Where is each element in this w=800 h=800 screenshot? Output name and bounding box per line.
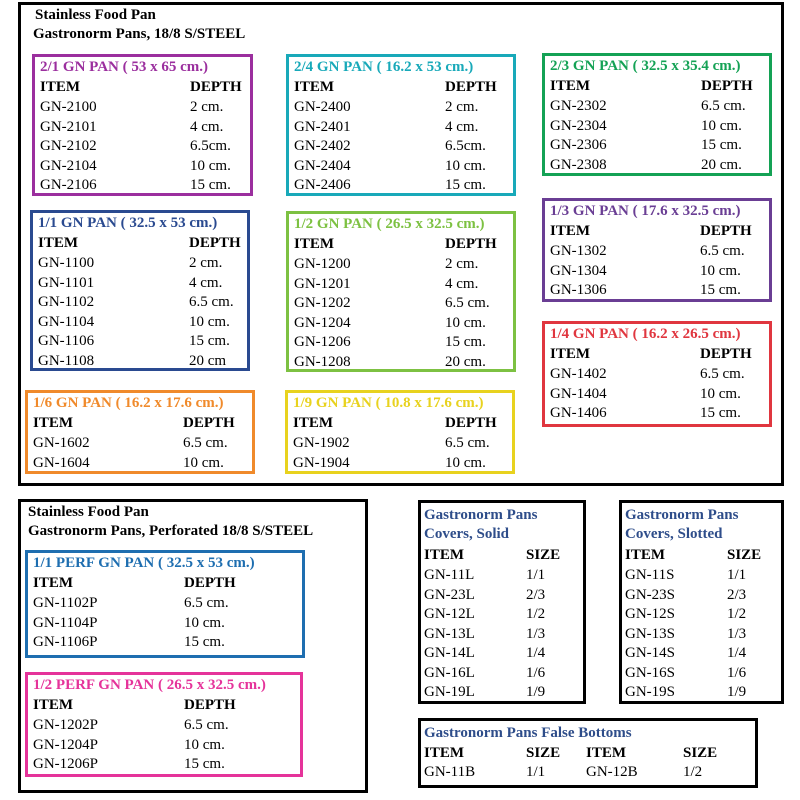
item-code: GN-1106 <box>38 333 95 349</box>
item-code: GN-1402 <box>550 366 607 382</box>
item-depth: 4 cm. <box>445 275 479 292</box>
item-depth: 15 cm. <box>700 282 741 298</box>
item-size: 1/1 <box>526 567 546 583</box>
false-bottoms-title: Gastronorm Pans False Bottoms <box>424 725 632 741</box>
section-subtitle: Gastronorm Pans, Perforated 18/8 S/STEEL <box>28 523 314 539</box>
item-size: 1/9 <box>727 684 747 700</box>
item-depth: 10 cm. <box>445 454 486 471</box>
item-depth: 15 cm. <box>184 634 225 650</box>
item-depth: 10 cm. <box>183 454 224 471</box>
pan-box-2-3 <box>542 53 772 176</box>
item-depth: 2 cm. <box>445 256 479 272</box>
item-code: GN-1101 <box>38 274 95 291</box>
item-code: GN-2101 <box>40 118 97 135</box>
item-code: GN-1102P <box>33 595 98 611</box>
pan-title: 1/3 GN PAN ( 17.6 x 32.5 cm.) <box>550 203 741 219</box>
item-size: 1/6 <box>727 664 747 681</box>
item-code: GN-1902 <box>293 435 350 451</box>
item-depth: 6.5 cm. <box>189 294 234 310</box>
pan-title: 1/9 GN PAN ( 10.8 x 17.6 cm.) <box>293 395 484 411</box>
pan-box-1-4 <box>542 321 772 427</box>
depth-column-header: DEPTH <box>445 236 497 252</box>
item-depth: 15 cm. <box>445 334 486 350</box>
item-depth: 2 cm. <box>189 255 223 271</box>
item-code: GN-2102 <box>40 138 97 154</box>
item-code: GN-1108 <box>38 352 95 369</box>
item-code: GN-23S <box>625 586 676 603</box>
item-code: GN-19L <box>424 684 475 700</box>
depth-column-header: DEPTH <box>700 223 752 239</box>
item-size: 2/3 <box>526 586 546 603</box>
item-depth: 15 cm. <box>700 405 741 421</box>
section-title: Stainless Food Pan <box>28 504 149 520</box>
item-code: GN-1406 <box>550 405 607 421</box>
item-code: GN-1404 <box>550 385 607 402</box>
section-title: Stainless Food Pan <box>35 7 156 23</box>
item-code: GN-2401 <box>294 118 351 135</box>
item-code: GN-1104 <box>38 313 95 330</box>
depth-column-header: DEPTH <box>184 575 236 591</box>
item-depth: 20 cm <box>189 352 227 369</box>
depth-column-header: DEPTH <box>700 346 752 362</box>
item-size: 1/1 <box>526 764 546 780</box>
size-column-header-2: SIZE <box>683 745 718 761</box>
item-code: GN-16L <box>424 664 475 681</box>
item-size: 1/4 <box>526 645 546 661</box>
item-depth: 6.5 cm. <box>700 243 745 259</box>
item-code: GN-1602 <box>33 435 90 451</box>
item-depth: 10 cm. <box>184 614 225 631</box>
item-size: 1/1 <box>727 567 747 583</box>
item-depth: 20 cm. <box>445 353 486 370</box>
pan-box-1-6 <box>25 390 255 474</box>
pan-title: 2/1 GN PAN ( 53 x 65 cm.) <box>40 59 209 75</box>
item-code: GN-1204P <box>33 736 99 753</box>
pan-title: 1/1 GN PAN ( 32.5 x 53 cm.) <box>38 215 218 231</box>
item-depth: 15 cm. <box>445 177 486 193</box>
covers-slotted-title: Gastronorm Pans <box>625 507 739 523</box>
item-code: GN-23L <box>424 586 475 603</box>
size-column-header: SIZE <box>727 547 762 563</box>
item-column-header: ITEM <box>424 547 465 563</box>
pan-title: 2/3 GN PAN ( 32.5 x 35.4 cm.) <box>550 58 741 74</box>
item-depth: 10 cm. <box>190 157 231 174</box>
item-code: GN-13L <box>424 625 475 642</box>
item-size: 1/6 <box>526 664 546 681</box>
item-column-header: ITEM <box>550 78 591 94</box>
item-code: GN-19S <box>625 684 676 700</box>
item-column-header-2: ITEM <box>586 745 627 761</box>
pan-title: 1/2 PERF GN PAN ( 26.5 x 32.5 cm.) <box>33 677 266 693</box>
item-depth: 2 cm. <box>190 99 224 115</box>
pan-box-1-1 <box>30 210 250 371</box>
item-code: GN-2106 <box>40 177 97 193</box>
item-code: GN-1302 <box>550 243 607 259</box>
covers-solid-subtitle: Covers, Solid <box>424 526 510 542</box>
false-bottoms-box <box>418 718 758 788</box>
item-depth: 6.5cm. <box>190 138 231 154</box>
item-code: GN-1306 <box>550 282 607 298</box>
pan-box-2-1 <box>32 54 253 196</box>
item-depth: 10 cm. <box>700 385 741 402</box>
item-size: 1/3 <box>727 625 747 642</box>
item-column-header: ITEM <box>625 547 666 563</box>
covers-slotted-subtitle: Covers, Slotted <box>625 526 723 542</box>
item-code: GN-11S <box>625 567 675 583</box>
pan-box-1-9 <box>285 390 515 474</box>
item-depth: 2 cm. <box>445 99 479 115</box>
item-code: GN-11L <box>424 567 475 583</box>
item-code: GN-1604 <box>33 454 90 471</box>
item-depth: 10 cm. <box>700 262 741 279</box>
pan-title: 1/4 GN PAN ( 16.2 x 26.5 cm.) <box>550 326 741 342</box>
item-depth: 6.5 cm. <box>445 295 490 311</box>
item-column-header: ITEM <box>33 415 74 431</box>
item-code: GN-2306 <box>550 137 607 153</box>
item-depth: 15 cm. <box>701 137 742 153</box>
item-column-header: ITEM <box>33 575 74 591</box>
item-code: GN-2100 <box>40 99 97 115</box>
depth-column-header: DEPTH <box>701 78 753 94</box>
item-code: GN-2400 <box>294 99 351 115</box>
item-code: GN-1200 <box>294 256 351 272</box>
item-code: GN-1304 <box>550 262 607 279</box>
item-code: GN-1202 <box>294 295 351 311</box>
item-column-header: ITEM <box>38 235 79 251</box>
item-code: GN-2304 <box>550 117 607 134</box>
item-depth: 10 cm. <box>701 117 742 134</box>
pan-box-1-2 <box>286 211 516 372</box>
item-code: GN-16S <box>625 664 676 681</box>
item-size: 1/2 <box>526 606 546 622</box>
pan-box-1-3 <box>542 198 772 302</box>
item-depth: 6.5 cm. <box>700 366 745 382</box>
item-depth: 10 cm. <box>445 314 486 331</box>
pan-title: 1/2 GN PAN ( 26.5 x 32.5 cm.) <box>294 216 485 232</box>
depth-column-header: DEPTH <box>189 235 241 251</box>
item-column-header: ITEM <box>294 79 335 95</box>
item-code: GN-1904 <box>293 454 350 471</box>
pan-box-1-1-perf <box>25 550 305 658</box>
item-code: GN-12L <box>424 606 475 622</box>
item-code: GN-1104P <box>33 614 98 631</box>
item-code: GN-14S <box>625 645 676 661</box>
depth-column-header: DEPTH <box>184 697 236 713</box>
item-column-header: ITEM <box>294 236 335 252</box>
item-code: GN-2302 <box>550 98 607 114</box>
item-depth: 6.5 cm. <box>184 595 229 611</box>
depth-column-header: DEPTH <box>183 415 235 431</box>
pan-title: 1/6 GN PAN ( 16.2 x 17.6 cm.) <box>33 395 224 411</box>
item-depth: 15 cm. <box>190 177 231 193</box>
depth-column-header: DEPTH <box>445 79 497 95</box>
depth-column-header: DEPTH <box>445 415 497 431</box>
covers-slotted-box <box>619 500 784 704</box>
item-code: GN-1204 <box>294 314 351 331</box>
item-code: GN-2402 <box>294 138 351 154</box>
item-depth: 6.5 cm. <box>445 435 490 451</box>
item-size: 1/4 <box>727 645 747 661</box>
item-depth: 10 cm. <box>184 736 225 753</box>
item-depth: 6.5 cm. <box>184 717 229 733</box>
item-code: GN-2404 <box>294 157 351 174</box>
item-code: GN-2308 <box>550 156 607 173</box>
item-code: GN-1208 <box>294 353 351 370</box>
item-depth: 15 cm. <box>189 333 230 349</box>
pan-title: 1/1 PERF GN PAN ( 32.5 x 53 cm.) <box>33 555 255 571</box>
item-code: GN-2104 <box>40 157 97 174</box>
item-size: 1/2 <box>727 606 747 622</box>
item-code: GN-1206 <box>294 334 351 350</box>
item-column-header: ITEM <box>550 223 591 239</box>
size-column-header: SIZE <box>526 745 561 761</box>
item-column-header: ITEM <box>40 79 81 95</box>
item-size: 1/3 <box>526 625 546 642</box>
item-code: GN-13S <box>625 625 676 642</box>
pan-title: 2/4 GN PAN ( 16.2 x 53 cm.) <box>294 59 474 75</box>
item-code: GN-1106P <box>33 634 98 650</box>
item-depth: 6.5 cm. <box>701 98 746 114</box>
item-column-header: ITEM <box>33 697 74 713</box>
item-depth: 6.5 cm. <box>183 435 228 451</box>
item-code: GN-2406 <box>294 177 351 193</box>
item-code: GN-1202P <box>33 717 99 733</box>
covers-solid-box <box>418 500 586 704</box>
item-depth: 6.5cm. <box>445 138 486 154</box>
item-code-2: GN-12B <box>586 764 638 780</box>
item-depth: 20 cm. <box>701 156 742 173</box>
item-code: GN-12S <box>625 606 676 622</box>
pan-box-1-2-perf <box>25 672 303 777</box>
item-depth: 10 cm. <box>445 157 486 174</box>
covers-solid-title: Gastronorm Pans <box>424 507 538 523</box>
pan-box-2-4 <box>286 54 516 196</box>
item-depth: 10 cm. <box>189 313 230 330</box>
section-subtitle: Gastronorm Pans, 18/8 S/STEEL <box>33 26 246 42</box>
item-code: GN-1206P <box>33 756 99 772</box>
item-depth: 4 cm. <box>189 274 223 291</box>
item-code: GN-11B <box>424 764 476 780</box>
item-depth: 15 cm. <box>184 756 225 772</box>
item-code: GN-14L <box>424 645 475 661</box>
item-size: 2/3 <box>727 586 747 603</box>
item-depth: 4 cm. <box>445 118 479 135</box>
size-column-header: SIZE <box>526 547 561 563</box>
item-column-header: ITEM <box>550 346 591 362</box>
item-column-header: ITEM <box>293 415 334 431</box>
depth-column-header: DEPTH <box>190 79 242 95</box>
item-code: GN-1102 <box>38 294 95 310</box>
item-depth: 4 cm. <box>190 118 224 135</box>
item-code: GN-1201 <box>294 275 351 292</box>
item-column-header: ITEM <box>424 745 465 761</box>
item-code: GN-1100 <box>38 255 95 271</box>
item-size: 1/9 <box>526 684 546 700</box>
item-size-2: 1/2 <box>683 764 703 780</box>
